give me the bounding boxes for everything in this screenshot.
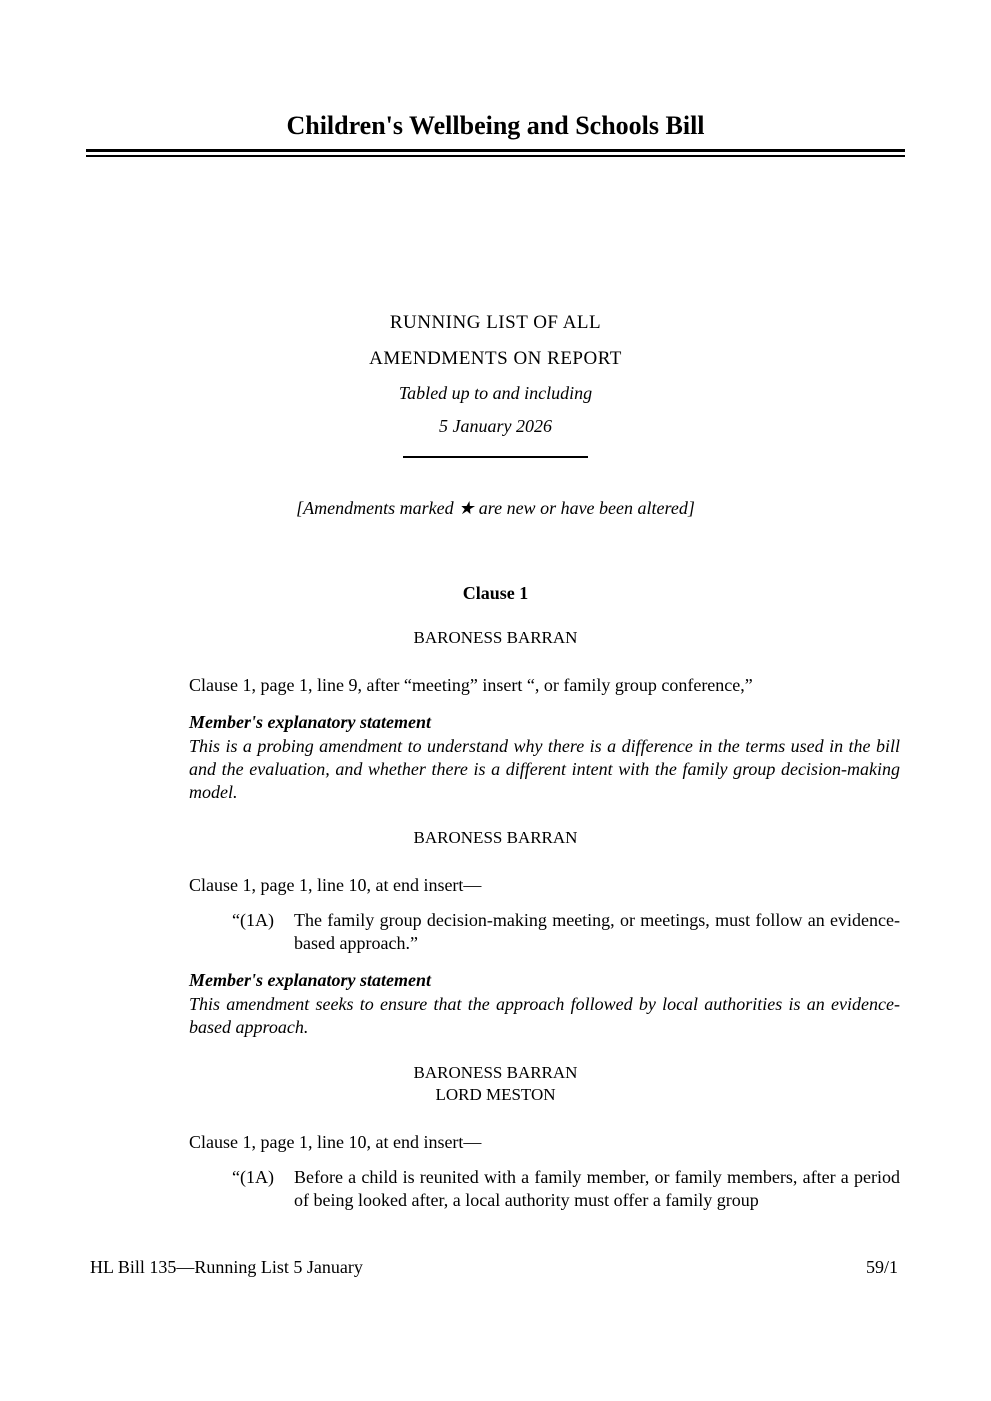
separator-rule xyxy=(403,456,588,458)
amendment-3-sponsors xyxy=(0,1062,991,1106)
tabled-up-to-line: Tabled up to and including xyxy=(398,383,593,403)
amendment-3-inserted-subsection xyxy=(189,1166,900,1212)
tabled-date-line: 5 January 2026 xyxy=(439,416,552,436)
amendment-block-3 xyxy=(0,1062,991,1212)
subsection-text: Before a child is reunited with a family member, or family members, after a period of being looked after, a local authority must offer a family group xyxy=(294,1167,900,1210)
footer-bill-reference: HL Bill 135—Running List 5 January xyxy=(90,1257,363,1277)
sponsor-name: BARONESS BARRAN xyxy=(413,828,578,847)
sponsor-name: BARONESS BARRAN xyxy=(413,628,578,647)
amendment-2-inserted-subsection xyxy=(189,909,900,955)
amendment-1-explanatory-title: Member's explanatory statement xyxy=(189,712,431,732)
amendment-1-instruction: Clause 1, page 1, line 9, after “meeting” insert “, or family group conference,” xyxy=(189,675,753,695)
amendment-1-body xyxy=(189,674,900,804)
amendment-2-sponsors xyxy=(0,827,991,849)
amendment-3-instruction: Clause 1, page 1, line 10, at end insert— xyxy=(189,1132,482,1152)
amendment-1-explanatory-text: This is a probing amendment to understand why there is a difference in the terms used in the bill and the evaluation, and whether there is a different intent with the family group decision-making model. xyxy=(189,736,900,802)
amendment-block-1 xyxy=(0,627,991,804)
amendment-2-explanatory-text: This amendment seeks to ensure that the approach followed by local authorities is an evidence-based approach. xyxy=(189,994,900,1037)
subsection-number: “(1A) xyxy=(232,910,274,930)
clause-1-heading: Clause 1 xyxy=(462,583,529,603)
page-footer xyxy=(90,1256,898,1278)
subsection-text: The family group decision-making meeting, or meetings, must follow an evidence-based approach.” xyxy=(294,910,900,953)
amendment-2-instruction: Clause 1, page 1, line 10, at end insert— xyxy=(189,875,482,895)
amendment-2-body xyxy=(189,874,900,1039)
sponsor-name: LORD MESTON xyxy=(435,1085,556,1104)
title-double-rule xyxy=(86,149,905,157)
amendment-2-explanatory-title: Member's explanatory statement xyxy=(189,970,431,990)
footer-page-number: 59/1 xyxy=(865,1257,898,1277)
subsection-number: “(1A) xyxy=(232,1167,274,1187)
running-list-heading-line2: AMENDMENTS ON REPORT xyxy=(369,348,622,369)
amendments-marker-note: [Amendments marked ★ are new or have been altered] xyxy=(296,498,695,518)
amendment-1-sponsors xyxy=(0,627,991,649)
sponsor-name: BARONESS BARRAN xyxy=(413,1063,578,1082)
running-list-heading-line1: RUNNING LIST OF ALL xyxy=(389,312,602,333)
amendment-3-body xyxy=(189,1131,900,1212)
bill-title: Children's Wellbeing and Schools Bill xyxy=(286,111,705,140)
front-heading-block xyxy=(0,305,991,520)
amendment-block-2 xyxy=(0,827,991,1039)
